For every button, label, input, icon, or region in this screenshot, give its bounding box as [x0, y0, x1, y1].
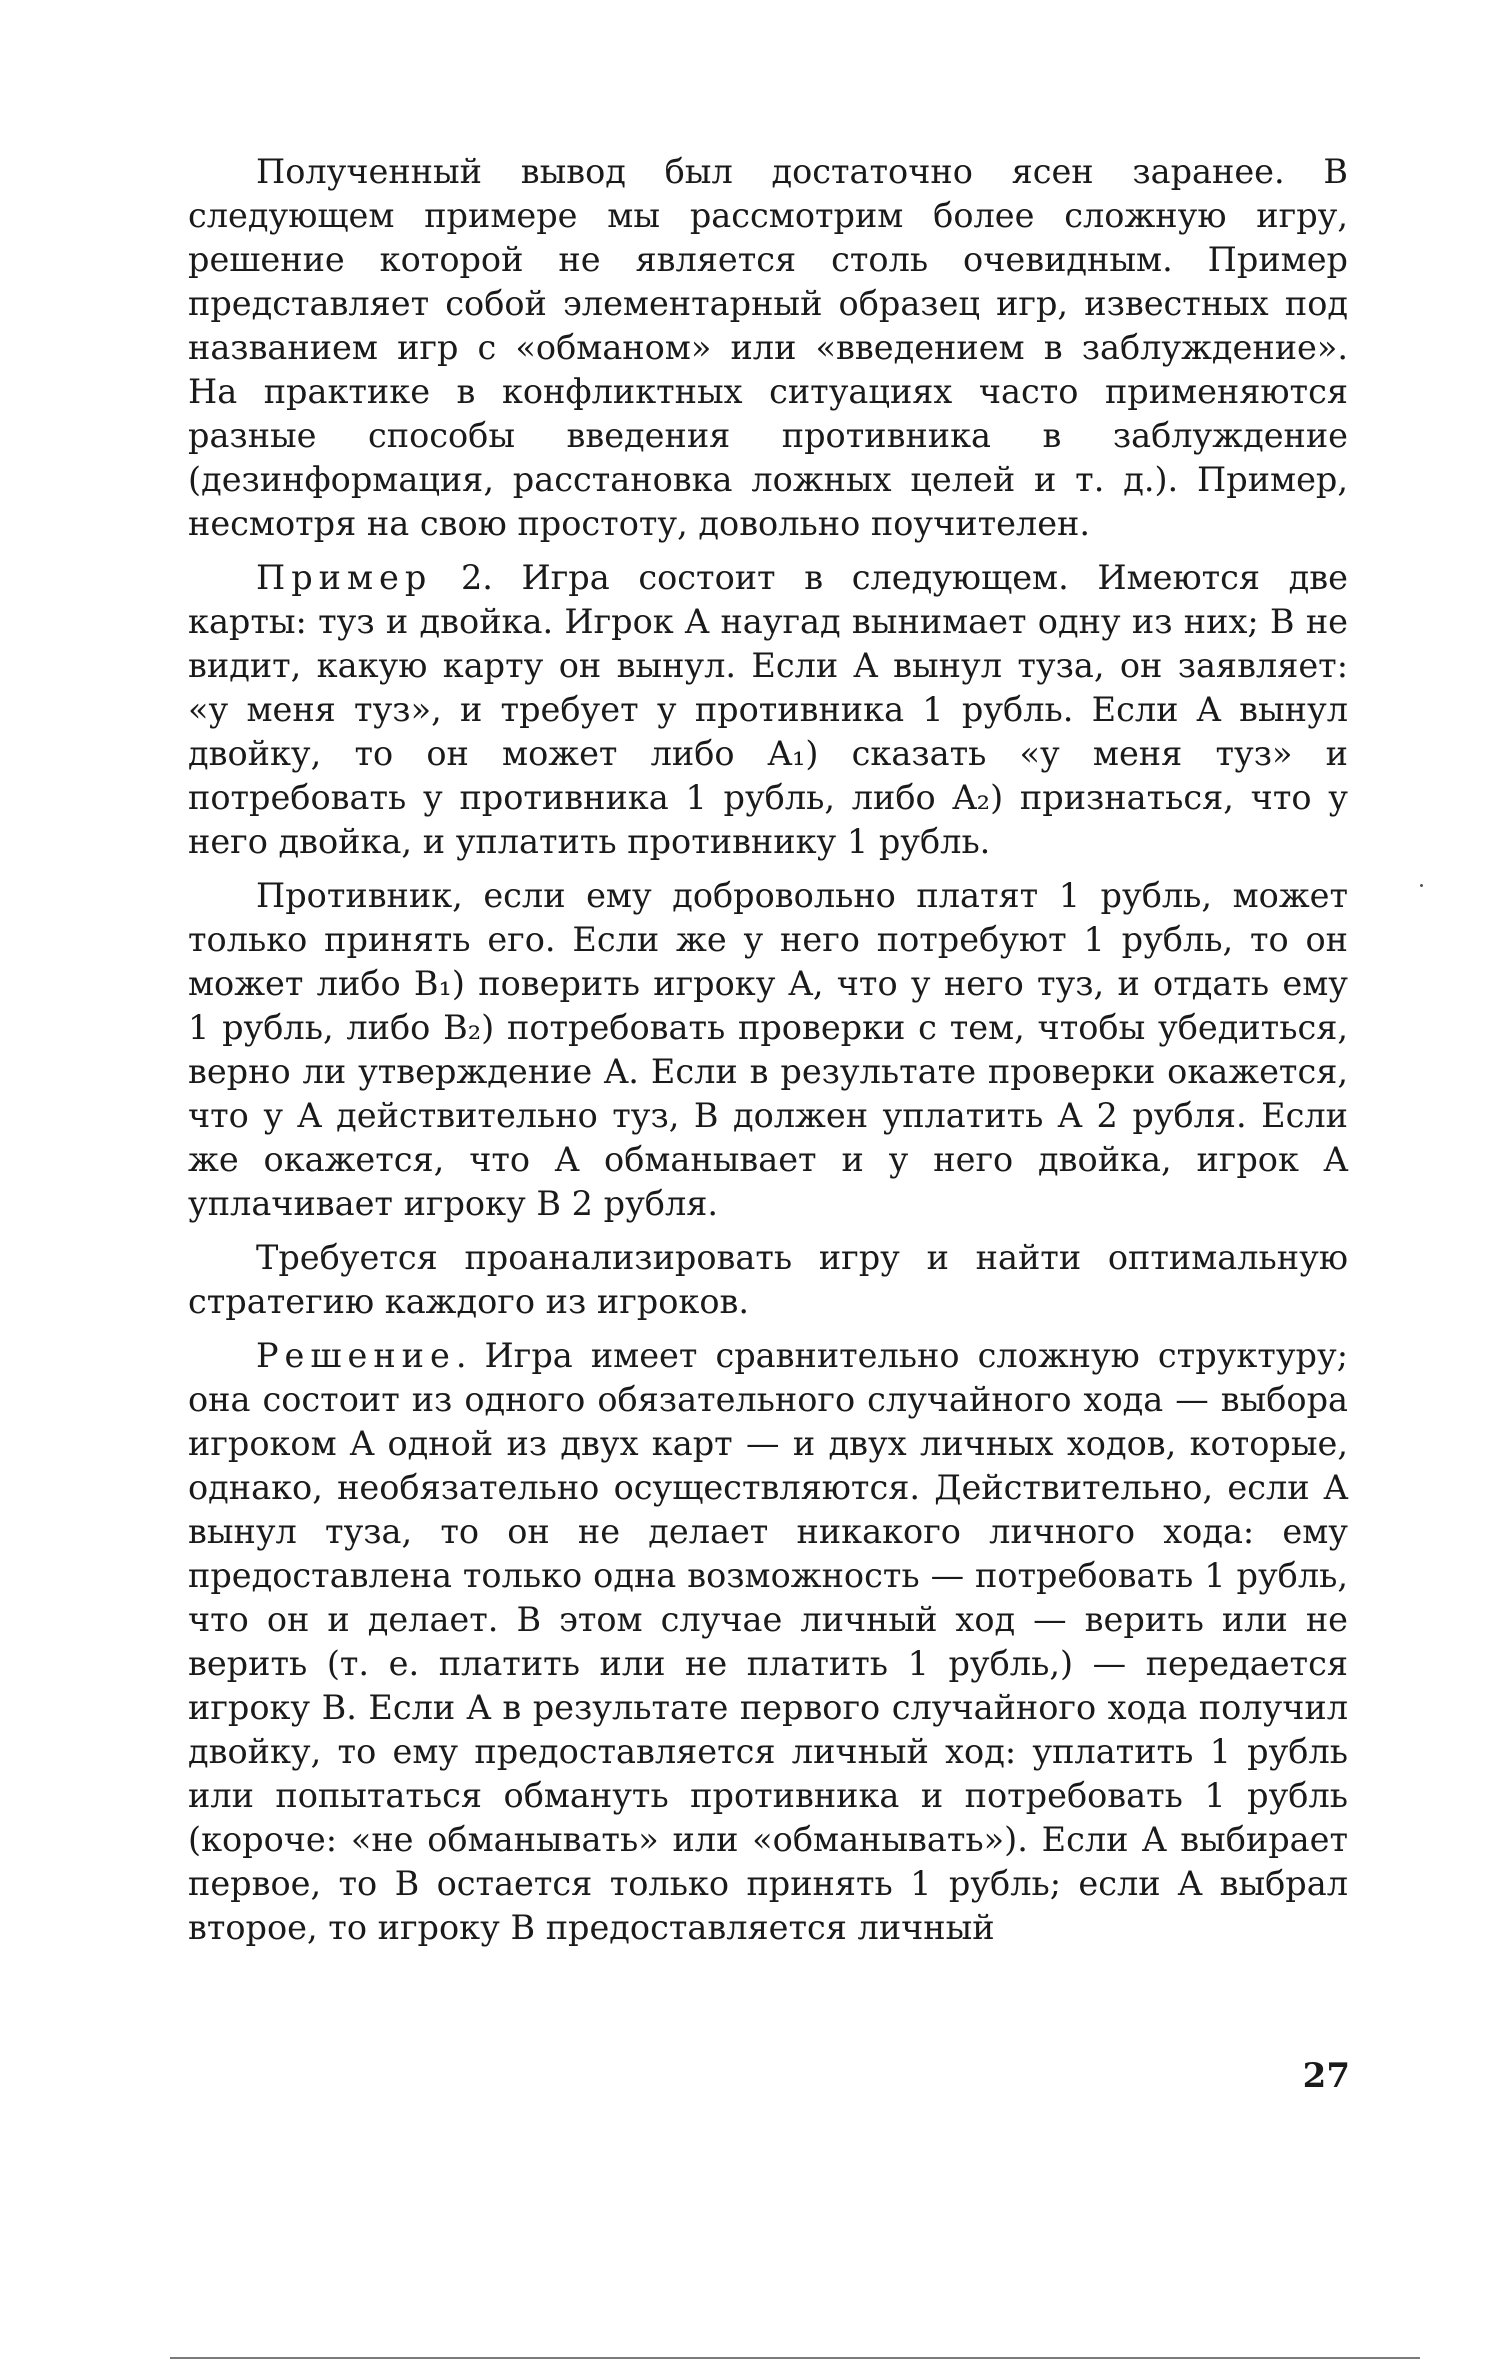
paragraph-intro-text: Полученный вывод был достаточно ясен заранее. В следующем примере мы рассмотрим более сложную игру, решение которой не является столь очевидным. Пример представляет собой элементарный образец игр, известных под названием игр с «обманом» или «введением в заблуждение». На практике в конфликтных ситуациях часто применяются разные способы введения противника в заблуждение (дезинформация, расстановка ложных целей и т. д.). Пример, несмотря на свою простоту, довольно поучителен. — [188, 152, 1348, 543]
paragraph-opponent-text: Противник, если ему добровольно платят 1 рубль, может только принять его. Если же у него потребуют 1 рубль, то он может либо B₁) поверить игроку A, что у него туз, и отдать ему 1 рубль, либо B₂) потребовать проверки с тем, чтобы убедиться, верно ли утверждение A. Если в результате проверки окажется, что у A действительно туз, B должен уплатить A 2 рубля. Если же окажется, что A обманывает и у него двойка, игрок A уплачивает игроку B 2 рубля. — [188, 876, 1348, 1223]
paragraph-task — [188, 1236, 1348, 1324]
print-speck — [1420, 884, 1423, 887]
solution-lead: Решение — [256, 1336, 456, 1375]
example-lead: Пример — [256, 558, 433, 597]
paragraph-task-text: Требуется проанализировать игру и найти оптимальную стратегию каждого из игроков. — [188, 1238, 1348, 1321]
paragraph-solution — [188, 1334, 1348, 1950]
body-text — [188, 150, 1348, 1960]
paragraph-intro — [188, 150, 1348, 546]
paragraph-opponent — [188, 874, 1348, 1226]
paragraph-example-2 — [188, 556, 1348, 864]
page-number: 27 — [1302, 2056, 1350, 2096]
bottom-rule — [170, 2357, 1420, 2359]
paragraph-example-2-text: 2. Игра состоит в следующем. Имеются две карты: туз и двойка. Игрок A наугад вынимает одну из них; B не видит, какую карту он вынул. Если A вынул туза, он заявляет: «у меня туз», и требует у противника 1 рубль. Если A вынул двойку, то он может либо A₁) сказать «у меня туз» и потребовать у противника 1 рубль, либо A₂) признаться, что у него двойка, и уплатить противнику 1 рубль. — [188, 558, 1348, 861]
paragraph-solution-text: . Игра имеет сравнительно сложную структуру; она состоит из одного обязательного случайного хода — выбора игроком A одной из двух карт — и двух личных ходов, которые, однако, необязательно осуществляются. Действительно, если A вынул туза, то он не делает никакого личного хода: ему предоставлена только одна возможность — потребовать 1 рубль, что он и делает. В этом случае личный ход — верить или не верить (т. е. платить или не платить 1 рубль,) — передается игроку B. Если A в результате первого случайного хода получил двойку, то ему предоставляется личный ход: уплатить 1 рубль или попытаться обмануть противника и потребовать 1 рубль (короче: «не обманывать» или «обманывать»). Если A выбирает первое, то B остается только принять 1 рубль; если A выбрал второе, то игроку B предоставляется личный — [188, 1336, 1348, 1947]
